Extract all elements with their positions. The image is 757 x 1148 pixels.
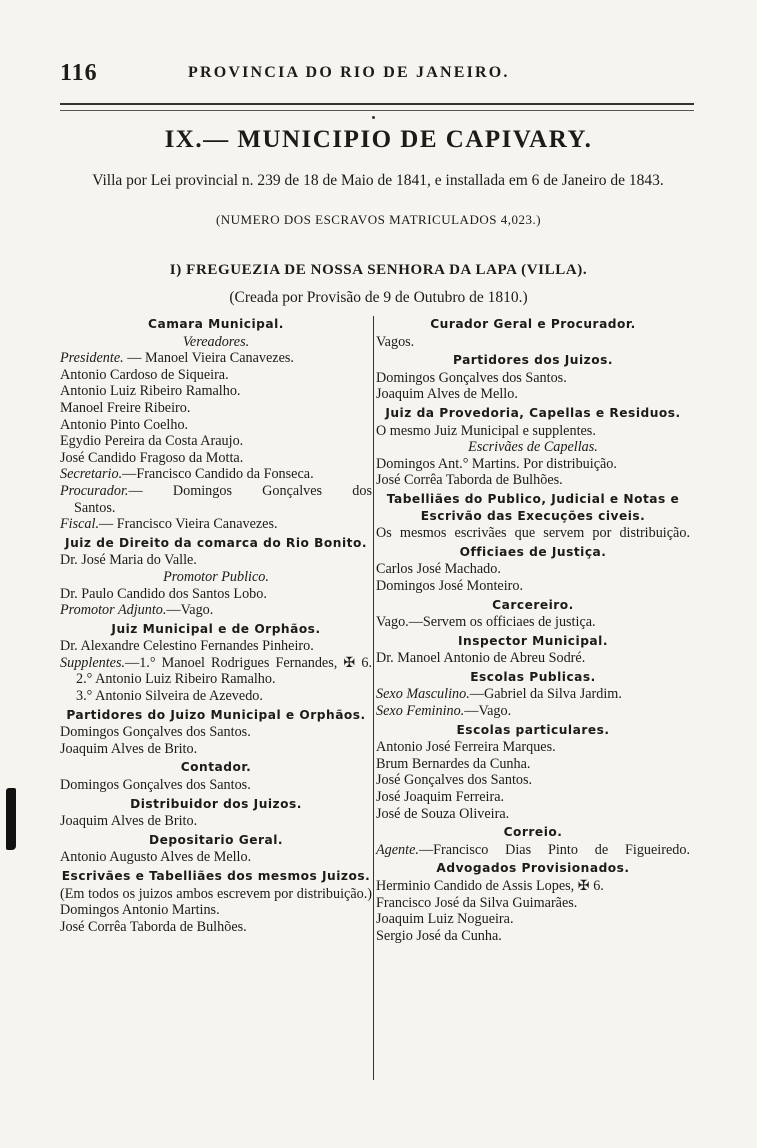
- entry-text: —Vago.: [464, 703, 512, 720]
- entry-official: Carlos José Machado.: [376, 561, 501, 578]
- ink-smudge: [6, 788, 16, 850]
- entry-fiscal: [60, 516, 372, 533]
- entry-partidor: Joaquim Alves de Mello.: [376, 386, 518, 403]
- section-heading: Escolas Publicas.: [470, 669, 596, 684]
- freguezia-title: I) FREGUEZIA DE NOSSA SENHORA DA LAPA (VILLA).: [169, 262, 588, 278]
- role-label: Sexo Masculino.: [376, 686, 470, 703]
- role-label: Sexo Feminino.: [376, 703, 465, 720]
- entry-juiz-municipal: Dr. Alexandre Celestino Fernandes Pinheiro.: [60, 638, 314, 655]
- entry-supplente: 3.° Antonio Silveira de Azevedo.: [76, 688, 263, 705]
- entry-advogado: Joaquim Luiz Nogueira.: [376, 911, 514, 928]
- freguezia-creation-note: (Creada por Provisão de 9 de Outubro de 1810.): [229, 289, 528, 306]
- entry-supplentes: [60, 655, 372, 672]
- entry-text: —Francisco Dias Pinto de Figueiredo.: [418, 841, 690, 858]
- section-heading: Juiz de Direito da comarca do Rio Bonito.: [65, 535, 367, 550]
- entry-advogado: Francisco José da Silva Guimarães.: [376, 894, 578, 911]
- section-heading: Curador Geral e Procurador.: [430, 317, 636, 331]
- entry-escola-particular: José Joaquim Ferreira.: [376, 789, 505, 806]
- entry-supplente: 2.° Antonio Luiz Ribeiro Ramalho.: [76, 671, 276, 688]
- entry-text: —Gabriel da Silva Jardim.: [469, 686, 622, 703]
- header-rule-thin: [60, 110, 694, 111]
- entry-partidor: Domingos Gonçalves dos Santos.: [376, 369, 567, 386]
- entry-escola-particular: José Gonçalves dos Santos.: [376, 772, 533, 789]
- entry-inspector: Dr. Manoel Antonio de Abreu Sodré.: [376, 650, 586, 667]
- entry-advogado: Sergio José da Cunha.: [376, 927, 502, 944]
- entry-agente: [376, 842, 690, 859]
- running-head: [60, 60, 700, 86]
- entry-official: Domingos José Monteiro.: [376, 577, 523, 594]
- section-heading: Officiaes de Justiça.: [459, 544, 607, 559]
- entry-vereador: Antonio Cardoso de Siqueira.: [60, 366, 229, 383]
- role-label: Promotor Adjunto.: [60, 602, 167, 619]
- subsection-heading: Vereadores.: [182, 333, 250, 350]
- villa-statement: Villa por Lei provincial n. 239 de 18 de Maio de 1841, e installada em 6 de Janeiro de 1843.: [92, 172, 664, 189]
- entry-escrivao: José Corrêa Taborda de Bulhões.: [60, 918, 247, 935]
- entry-escola-masculina: [376, 686, 690, 703]
- entry-curador: Vagos.: [376, 333, 415, 350]
- entry-escola-feminina: [376, 703, 690, 720]
- role-label: Fiscal.: [60, 516, 100, 533]
- entry-escola-particular: Antonio José Ferreira Marques.: [376, 739, 556, 756]
- role-label: Procurador.: [60, 482, 129, 499]
- section-heading: Carcereiro.: [492, 597, 574, 612]
- entry-partidor: Joaquim Alves de Brito.: [60, 740, 198, 757]
- entry-vereador: Egydio Pereira da Costa Araujo.: [60, 433, 244, 450]
- entry-contador: Domingos Gonçalves dos Santos.: [60, 777, 251, 794]
- subsection-heading: Escrivães de Capellas.: [468, 439, 598, 456]
- entry-tabelliaes: Os mesmos escrivães que servem por distribuição.: [376, 525, 690, 542]
- section-heading: Inspector Municipal.: [458, 633, 608, 648]
- entry-carcereiro: Vago.—Servem os officiaes de justiça.: [376, 614, 596, 631]
- section-heading: Tabelliães do Publico, Judicial e Notas e Escrivão das Execuções civeis.: [386, 491, 680, 523]
- entry-juiz-direito: Dr. José Maria do Valle.: [60, 552, 197, 569]
- section-heading: Escolas particulares.: [456, 722, 610, 737]
- role-label: Agente.: [376, 841, 419, 858]
- entry-text: —Francisco Candido da Fonseca.: [122, 466, 314, 483]
- entry-vereador: Antonio Pinto Coelho.: [60, 416, 189, 433]
- left-column: [60, 314, 372, 935]
- entry-vereador: Manoel Freire Ribeiro.: [60, 399, 191, 416]
- entry-escrivao-capellas: José Corrêa Taborda de Bulhões.: [376, 472, 563, 489]
- entry-continuation: Santos.: [74, 499, 116, 516]
- section-heading: Depositario Geral.: [148, 832, 284, 847]
- entry-partidor: Domingos Gonçalves dos Santos.: [60, 724, 251, 741]
- entry-note: (Em todos os juizos ambos escrevem por distribuição.): [60, 885, 372, 902]
- entry-promotor-adjunto: [60, 602, 372, 619]
- rule-ornament-dot: [372, 116, 375, 119]
- section-heading: Correio.: [503, 825, 563, 840]
- section-heading: Distribuidor dos Juizos.: [130, 796, 302, 811]
- entry-vereador: Antonio Luiz Ribeiro Ramalho.: [60, 383, 241, 400]
- entry-text: —Vago.: [166, 602, 214, 619]
- entry-secretario: [60, 466, 372, 483]
- section-heading: Advogados Provisionados.: [436, 861, 630, 876]
- entry-procurador: [60, 483, 372, 500]
- entry-text: — Francisco Vieira Canavezes.: [99, 516, 278, 533]
- slave-count-note: (NUMERO DOS ESCRAVOS MATRICULADOS 4,023.): [215, 212, 542, 227]
- column-divider: [373, 316, 374, 1080]
- entry-escrivao: Domingos Antonio Martins.: [60, 902, 220, 919]
- entry-escola-particular: José de Souza Oliveira.: [376, 805, 510, 822]
- entry-advogado: Herminio Candido de Assis Lopes, ✠ 6.: [376, 878, 604, 894]
- entry-depositario: Antonio Augusto Alves de Mello.: [60, 849, 252, 866]
- section-heading: Partidores dos Juizos.: [452, 353, 614, 368]
- entry-escola-particular: Brum Bernardes da Cunha.: [376, 755, 531, 772]
- chapter-title: IX.— MUNICIPIO DE CAPIVARY.: [164, 126, 593, 153]
- section-heading: Partidores do Juizo Municipal e Orphãos.: [66, 707, 366, 722]
- section-heading: Contador.: [180, 760, 252, 775]
- entry-promotor: Dr. Paulo Candido dos Santos Lobo.: [60, 585, 267, 602]
- section-heading: Juiz Municipal e de Orphãos.: [111, 621, 321, 636]
- entry-text: —1.° Manoel Rodrigues Fernandes, ✠ 6.: [125, 654, 372, 671]
- entry-text: — Manoel Vieira Canavezes.: [123, 350, 294, 367]
- subsection-heading: Promotor Publico.: [163, 568, 269, 585]
- entry-provedoria: O mesmo Juiz Municipal e supplentes.: [376, 422, 596, 439]
- section-heading: Camara Municipal.: [148, 317, 284, 331]
- entry-vereador: José Candido Fragoso da Motta.: [60, 449, 244, 466]
- right-column: [376, 314, 690, 944]
- role-label: Presidente.: [60, 350, 124, 367]
- role-label: Secretario.: [60, 466, 123, 483]
- entry-text: — Domingos Gonçalves dos: [128, 482, 372, 499]
- entry-distribuidor: Joaquim Alves de Brito.: [60, 813, 198, 830]
- page-number: 116: [60, 60, 98, 86]
- entry-presidente: [60, 350, 372, 367]
- section-heading: Juiz da Provedoria, Capellas e Residuos.: [385, 405, 681, 420]
- running-title: PROVINCIA DO RIO DE JANEIRO.: [188, 64, 510, 81]
- section-heading: Escrivães e Tabelliães dos mesmos Juizos.: [61, 869, 371, 883]
- role-label: Supplentes.: [60, 654, 126, 671]
- header-rule-thick: [60, 103, 694, 105]
- entry-escrivao-capellas: Domingos Ant.° Martins. Por distribuição.: [376, 455, 617, 472]
